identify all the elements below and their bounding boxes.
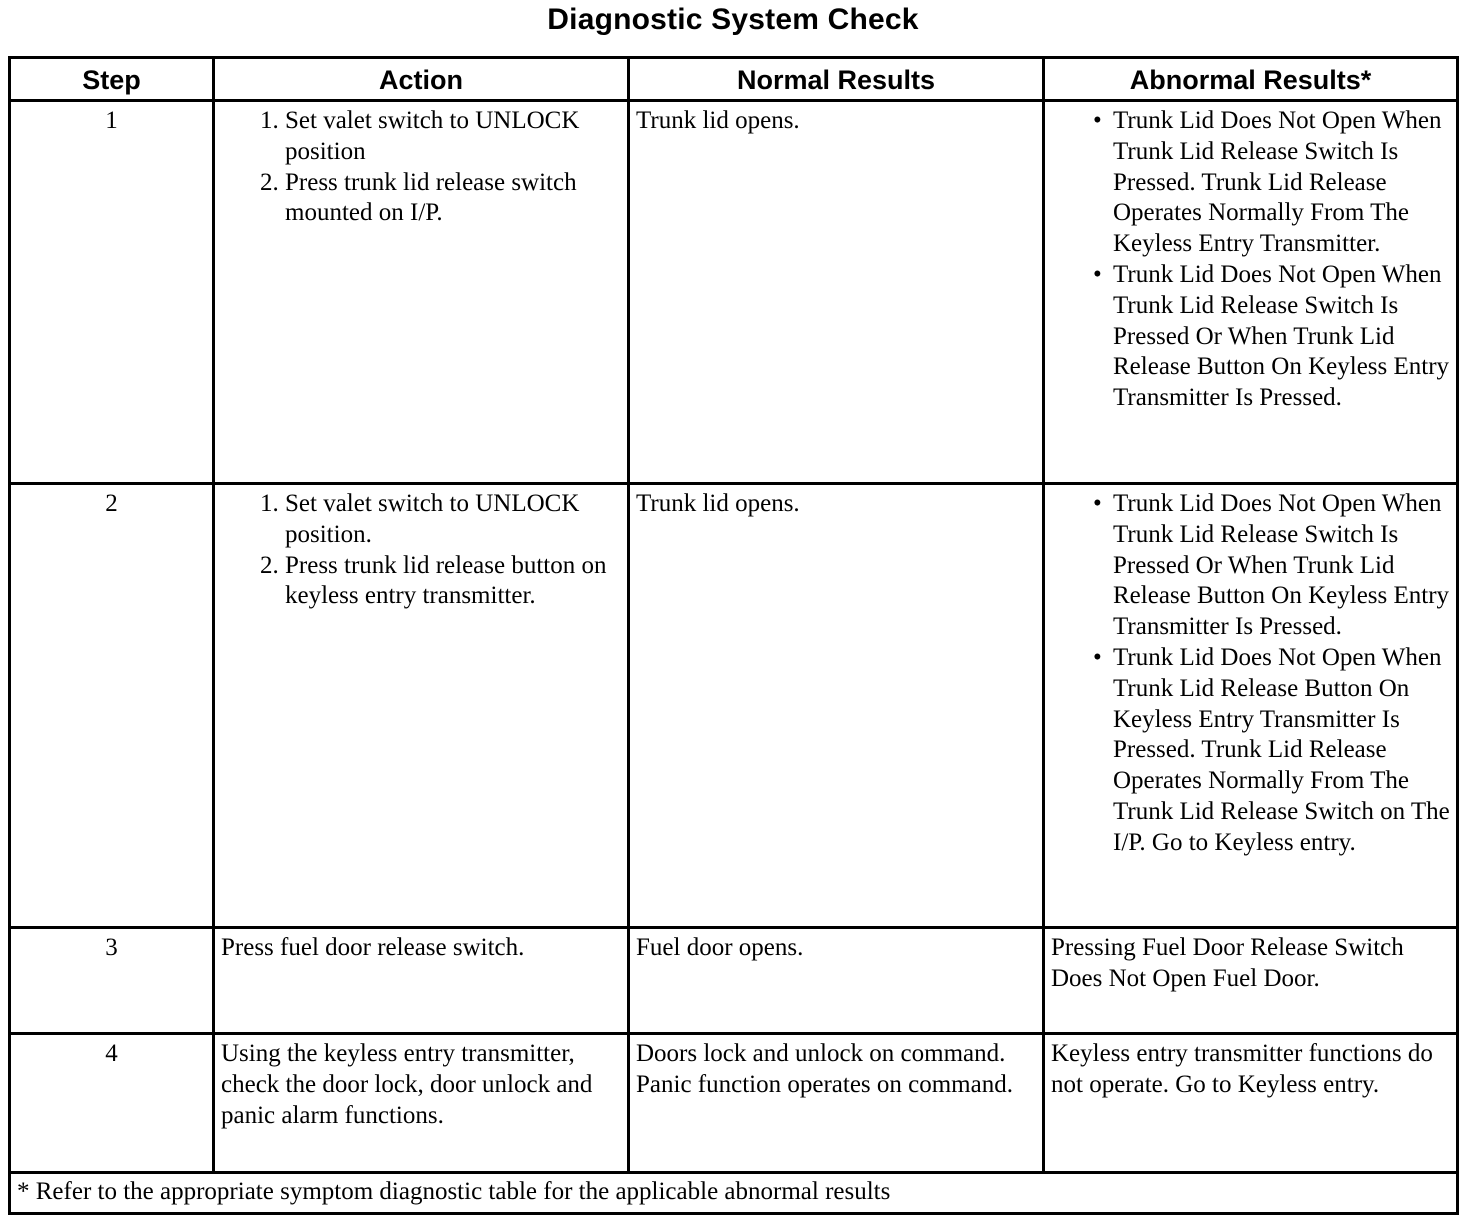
table-row [10,101,1458,484]
normal-result: Trunk lid opens. [629,101,1044,484]
footnote: * Refer to the appropriate symptom diagnostic table for the applicable abnormal results [10,1173,1458,1214]
step-number: 3 [10,928,214,1034]
step-number: 2 [10,484,214,928]
normal-result: Doors lock and unlock on command. Panic function operates on command. [629,1034,1044,1173]
abnormal-list [1051,106,1450,414]
header-normal-results: Normal Results [629,58,1044,101]
page-title: Diagnostic System Check [547,3,919,36]
abnormal-cell [1044,101,1458,484]
action-cell: Press fuel door release switch. [214,928,629,1034]
abnormal-item [1093,489,1450,643]
diagnostic-table [8,56,1459,1215]
action-item: 2. Press trunk lid release button on keyless entry transmitter. [285,551,621,613]
header-step: Step [10,58,214,101]
action-cell [214,484,629,928]
action-item: 1. Set valet switch to UNLOCK position [285,106,621,168]
header-abnormal-results: Abnormal Results* [1044,58,1458,101]
abnormal-list [1051,489,1450,859]
bullet-icon: • [1093,490,1102,517]
bullet-icon: • [1093,107,1102,134]
step-number: 4 [10,1034,214,1173]
header-row [10,58,1458,101]
step-number: 1 [10,101,214,484]
table-row [10,928,1458,1034]
header-action: Action [214,58,629,101]
abnormal-item [1093,106,1450,260]
abnormal-item [1093,643,1450,859]
abnormal-text: Trunk Lid Does Not Open When Trunk Lid Release Switch Is Pressed Or When Trunk Lid Release Button On Keyless Entry Transmitter Is Pressed. [1113,260,1450,412]
normal-result: Trunk lid opens. [629,484,1044,928]
table-row [10,1034,1458,1173]
bullet-icon: • [1093,260,1102,288]
abnormal-text: Trunk Lid Does Not Open When Trunk Lid Release Switch Is Pressed. Trunk Lid Release Operates Normally From The Keyless Entry Transmitter. [1113,107,1442,258]
normal-result: Fuel door opens. [629,928,1044,1034]
abnormal-item [1093,260,1450,414]
action-item: 2. Press trunk lid release switch mounted on I/P. [285,168,621,230]
action-list [221,489,621,612]
footnote-row [10,1173,1458,1214]
abnormal-text: Trunk Lid Does Not Open When Trunk Lid Release Button On Keyless Entry Transmitter Is Pressed. Trunk Lid Release Operates Normally From The Trunk Lid Release Switch on The I/P. Go to Keyless entry. [1113,643,1450,856]
action-cell [214,101,629,484]
action-list [221,106,621,229]
table-row [10,484,1458,928]
abnormal-result: Keyless entry transmitter functions do not operate. Go to Keyless entry. [1044,1034,1458,1173]
abnormal-cell [1044,484,1458,928]
action-cell: Using the keyless entry transmitter, check the door lock, door unlock and panic alarm functions. [214,1034,629,1173]
action-item: 1. Set valet switch to UNLOCK position. [285,489,621,551]
abnormal-text: Trunk Lid Does Not Open When Trunk Lid Release Switch Is Pressed Or When Trunk Lid Release Button On Keyless Entry Transmitter Is Pressed. [1113,490,1450,641]
abnormal-result: Pressing Fuel Door Release Switch Does Not Open Fuel Door. [1044,928,1458,1034]
bullet-icon: • [1093,643,1102,671]
